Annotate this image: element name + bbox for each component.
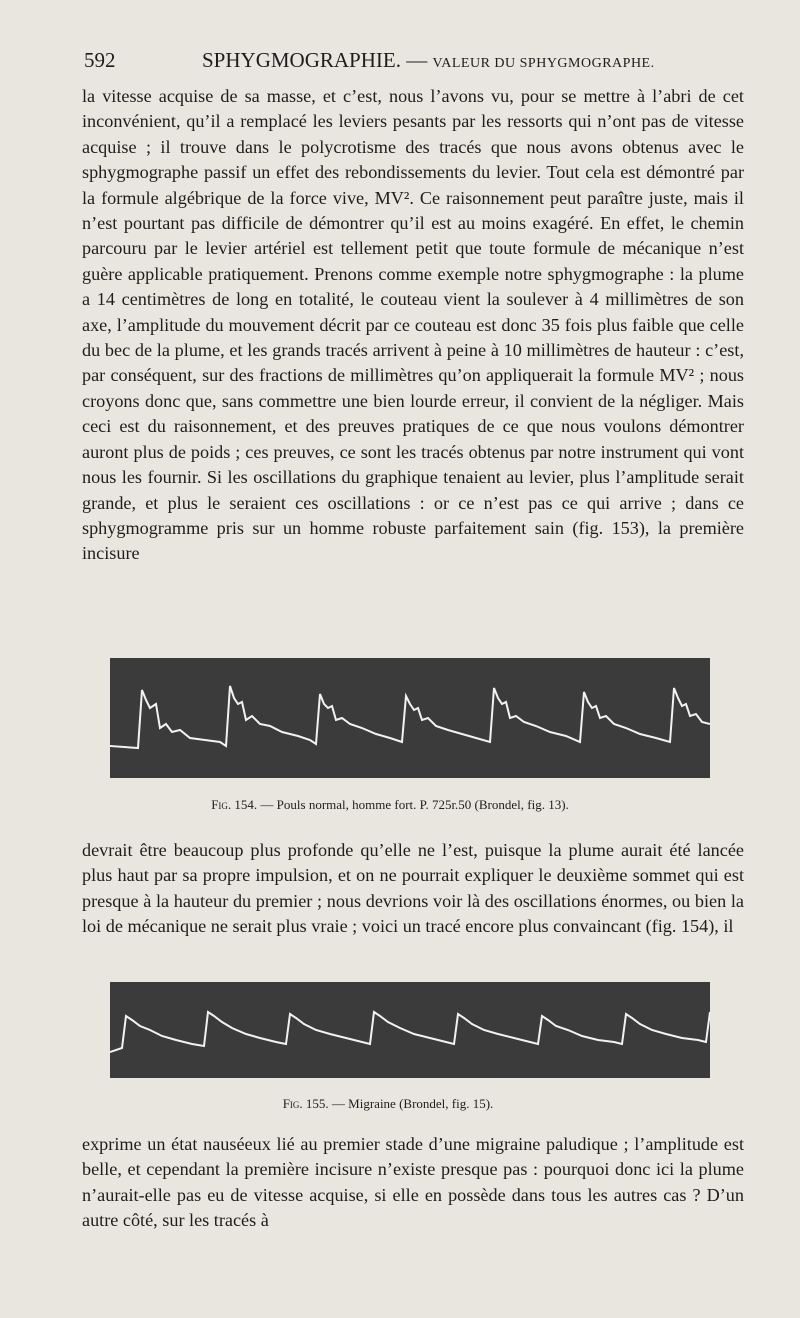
figure-155-label: Fig. 155. (282, 1096, 329, 1111)
paragraph-1: la vitesse acquise de sa masse, et c’est, nous l’avons vu, pour se mettre à l’abri de cet inconvénient, qu’il a remplacé les leviers pesants par les ressorts qui n’ont pas de vitesse acquise ; il trouve dans le polycrotisme des tracés que nous avons obtenus avec le sphygmographe passif un effet des rebondissements du levier. Tout cela est démontré par la formule algébrique de la force vive, MV². Ce raisonnement peut paraître juste, mais il n’est pourtant pas difficile de démontrer qu’il est au moins exagéré. En effet, le chemin parcouru par le levier artériel est tellement petit que toute formule de mécanique n’est guère applicable pratiquement. Prenons comme exemple notre sphygmographe : la plume a 14 centimètres de long en totalité, le couteau vient la soulever à 4 millimètres de son axe, l’amplitude du mouvement décrit par ce couteau est donc 35 fois plus faible que celle du bec de la plume, et les grands tracés arrivent à peine à 10 millimètres de hauteur : c’est, par conséquent, sur des fractions de millimètres qu’on appliquerait la formule MV² ; nous croyons donc que, sans commettre une bien lourde erreur, il convient de la négliger. Mais ceci est du raisonnement, et des preuves pratiques de ce que nous voulons démontrer auront plus de poids ; ces preuves, ce sont les tracés obtenus par notre instrument qui vont nous les fournir. Si les oscillations du graphique tenaient au levier, plus l’amplitude serait grande, et plus le seraient ces oscillations : or ce n’est pas ce qui arrive ; dans ce sphygmogramme pris sur un homme robuste parfaitement sain (fig. 153), la première incisure (82, 86, 744, 564)
sphygmogram-figure-155 (110, 982, 710, 1078)
sphygmogram-figure-154 (110, 658, 710, 778)
chapter-title: SPHYGMOGRAPHIE. (202, 48, 401, 72)
running-header (84, 48, 744, 78)
running-title (202, 48, 655, 73)
pulse-trace-155 (110, 982, 710, 1078)
pulse-trace-154 (110, 658, 710, 778)
figure-154-caption (60, 797, 720, 813)
page-number: 592 (84, 48, 116, 72)
section-title: VALEUR DU SPHYGMOGRAPHE. (432, 56, 655, 71)
figure-154-label: Fig. 154. (211, 797, 258, 812)
figure-155-caption (58, 1096, 718, 1112)
paragraph-2: devrait être beaucoup plus profonde qu’elle ne l’est, puisque la plume aurait été lancée plus haut par sa propre impulsion, et on ne pourrait expliquer le deuxième sommet qui est presque à la hauteur du premier ; nous devrions voir là des oscillations énormes, ou bien la loi de mécanique ne serait plus vraie ; voici un tracé encore plus convaincant (fig. 154), il (82, 840, 744, 937)
figure-155-caption-text: — Migraine (Brondel, fig. 15). (331, 1096, 494, 1111)
title-separator: — (406, 48, 428, 72)
paragraph-3: exprime un état nauséeux lié au premier stade d’une migraine paludique ; l’amplitude est belle, et cependant la première incisure n’existe presque pas : pourquoi donc ici la plume n’aurait-elle pas eu de vitesse acquise, si elle en possède dans tous les autres cas ? D’un autre côté, sur les tracés à (82, 1134, 744, 1231)
figure-154-caption-text: — Pouls normal, homme fort. P. 725r.50 (Brondel, fig. 13). (260, 797, 569, 812)
